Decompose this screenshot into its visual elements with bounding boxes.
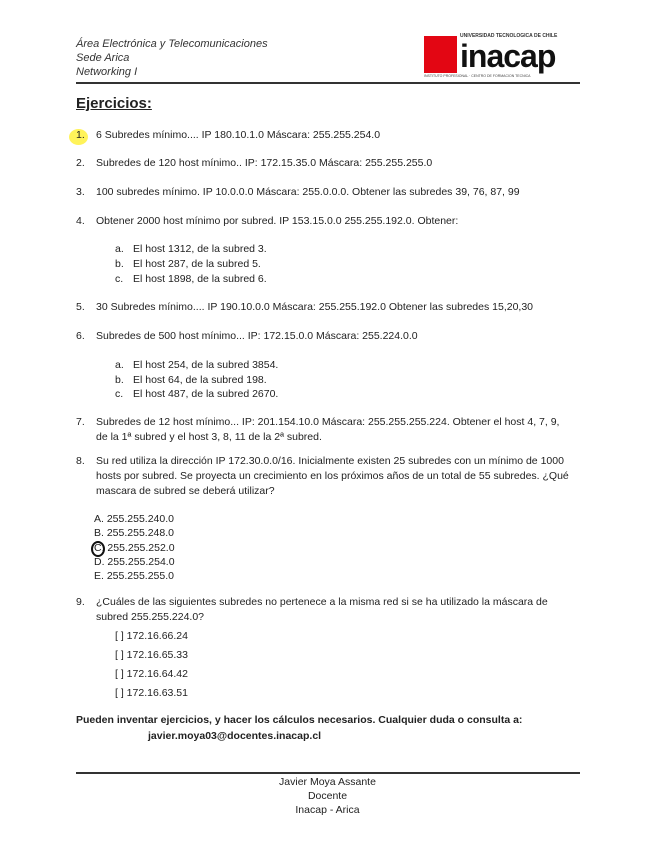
item-number: 5. <box>76 301 85 313</box>
item-number: 9. <box>76 596 85 608</box>
item-number: 1. <box>76 129 85 141</box>
logo-red-block <box>424 36 457 73</box>
item-text-cont: hosts por subred. Se proyecta un crecimiento en los próximos años de un total de 55 subredes. ¿Qué <box>96 470 569 482</box>
answer-option: E. 255.255.255.0 <box>94 570 174 582</box>
answer-option: A. 255.255.240.0 <box>94 513 174 525</box>
item-text-cont: mascara de subred se deberá utilizar? <box>96 485 275 497</box>
item-text: 30 Subredes mínimo.... IP 190.10.0.0 Máscara: 255.255.192.0 Obtener las subredes 15,20,30 <box>96 301 534 313</box>
sub-label: b. <box>115 374 124 386</box>
sub-label: c. <box>115 273 124 285</box>
sub-text: El host 254, de la subred 3854. <box>133 359 279 371</box>
item-text-cont: subred 255.255.224.0? <box>96 611 205 623</box>
sub-text: El host 1312, de la subred 3. <box>133 243 267 255</box>
checkbox-option: [ ] 172.16.66.24 <box>115 630 188 642</box>
sub-label: a. <box>115 359 124 371</box>
checkbox-option: [ ] 172.16.63.51 <box>115 687 188 699</box>
header-divider <box>76 82 580 84</box>
inacap-logo <box>424 33 579 79</box>
item-text: 6 Subredes mínimo.... IP 180.10.1.0 Máscara: 255.255.254.0 <box>96 129 381 141</box>
header-course: Networking I <box>76 66 138 78</box>
logo-bottom-text: INSTITUTO PROFESIONAL · CENTRO DE FORMACION TECNICA <box>424 74 531 78</box>
item-text: 100 subredes mínimo. IP 10.0.0.0 Máscara: 255.0.0.0. Obtener las subredes 39, 76, 87, 99 <box>96 186 520 198</box>
footer-role: Docente <box>307 790 348 802</box>
item-text: Obtener 2000 host mínimo por subred. IP 153.15.0.0 255.255.192.0. Obtener: <box>96 215 459 227</box>
sub-text: El host 287, de la subred 5. <box>133 258 261 270</box>
item-text: Subredes de 120 host mínimo.. IP: 172.15.35.0 Máscara: 255.255.255.0 <box>96 157 433 169</box>
sub-label: a. <box>115 243 124 255</box>
item-text-cont: de la 1ª subred y el host 3, 8, 11 de la 2ª subred. <box>96 431 322 443</box>
item-number: 2. <box>76 157 85 169</box>
sub-text: El host 64, de la subred 198. <box>133 374 267 386</box>
handwritten-circle-mark <box>91 541 105 557</box>
item-text: Su red utiliza la dirección IP 172.30.0.0/16. Inicialmente existen 25 subredes con un mínimo de 1000 <box>96 455 564 467</box>
sub-label: c. <box>115 388 124 400</box>
item-text: ¿Cuáles de las siguientes subredes no pertenece a la misma red si se ha utilizado la máscara de <box>96 596 548 608</box>
header-area: Área Electrónica y Telecomunicaciones <box>76 38 268 50</box>
logo-top-text: UNIVERSIDAD TECNOLOGICA DE CHILE <box>460 33 558 39</box>
footer-place: Inacap - Arica <box>295 804 360 816</box>
logo-name: inacap <box>460 38 556 74</box>
item-number: 7. <box>76 416 85 428</box>
checkbox-option: [ ] 172.16.64.42 <box>115 668 188 680</box>
checkbox-option: [ ] 172.16.65.33 <box>115 649 188 661</box>
item-number: 6. <box>76 330 85 342</box>
item-number: 3. <box>76 186 85 198</box>
sub-text: El host 487, de la subred 2670. <box>133 388 279 400</box>
page-title: Ejercicios: <box>76 95 152 112</box>
contact-email[interactable]: javier.moya03@docentes.inacap.cl <box>148 730 322 742</box>
answer-option: B. 255.255.248.0 <box>94 527 174 539</box>
closing-note: Pueden inventar ejercicios, y hacer los cálculos necesarios. Cualquier duda o consulta a: <box>76 714 523 726</box>
item-text: Subredes de 12 host mínimo... IP: 201.154.10.0 Máscara: 255.255.255.224. Obtener el host 4, 7, 9, <box>96 416 560 428</box>
footer-name: Javier Moya Assante <box>279 776 376 788</box>
item-number: 4. <box>76 215 85 227</box>
item-text: Subredes de 500 host mínimo... IP: 172.15.0.0 Máscara: 255.224.0.0 <box>96 330 418 342</box>
answer-option: C. 255.255.252.0 <box>94 542 175 554</box>
sub-text: El host 1898, de la subred 6. <box>133 273 267 285</box>
header-sede: Sede Arica <box>76 52 130 64</box>
answer-option: D. 255.255.254.0 <box>94 556 175 568</box>
sub-label: b. <box>115 258 124 270</box>
footer-divider <box>76 772 580 774</box>
item-number: 8. <box>76 455 85 467</box>
